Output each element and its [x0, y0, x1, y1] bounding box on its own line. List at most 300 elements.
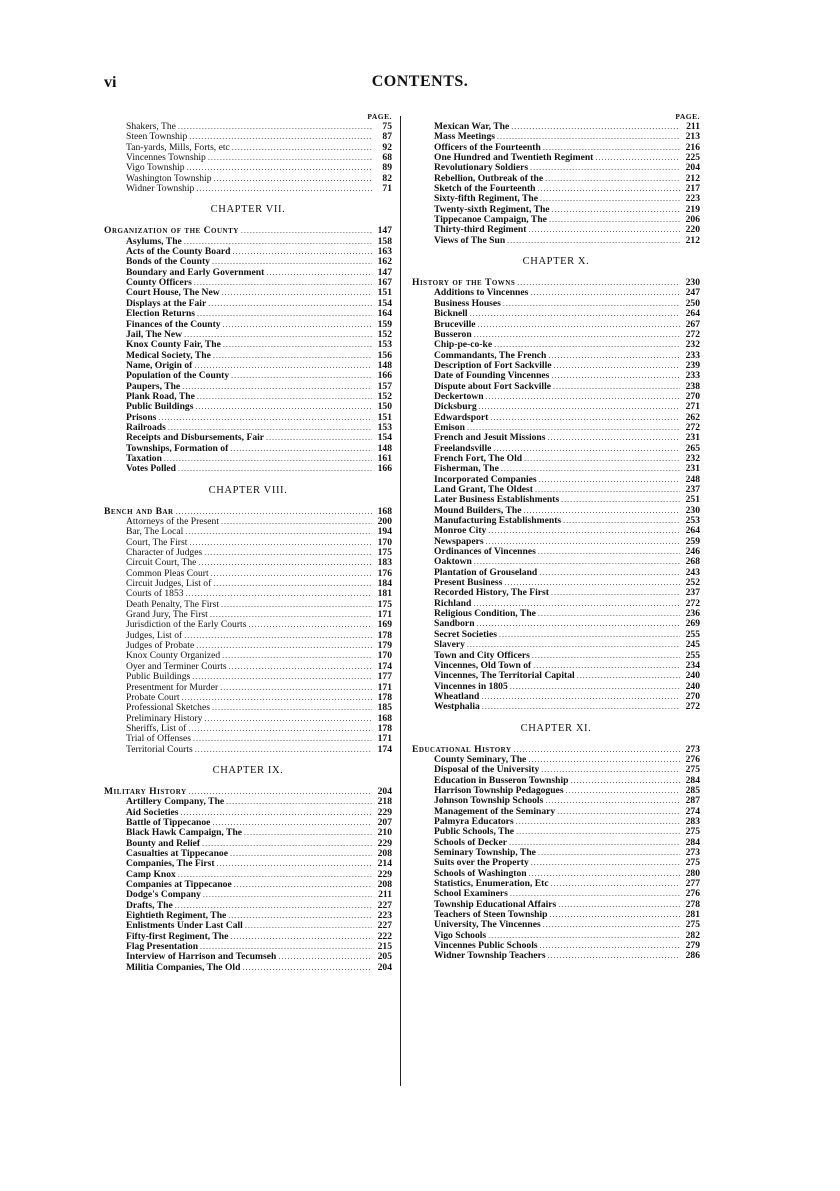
- entry-title: Asylums, The: [126, 235, 182, 247]
- dot-leader: [481, 692, 680, 702]
- entry-title: Edwardsport: [434, 411, 489, 423]
- entry-page-number: 248: [685, 473, 700, 485]
- entry-title: Views of The Sun: [434, 234, 506, 246]
- entry-page-number: 284: [685, 836, 700, 848]
- dot-leader: [551, 371, 680, 381]
- entry-page-number: 273: [685, 743, 700, 755]
- entry-page-number: 162: [377, 256, 392, 268]
- dot-leader: [204, 548, 372, 558]
- entry-title: Tippecanoe Campaign, The: [434, 214, 547, 226]
- dot-leader: [203, 890, 372, 900]
- entry-page-number: 175: [377, 547, 392, 559]
- entry-title: Widner Township Teachers: [434, 950, 546, 962]
- entry-title: Knox County Organized: [126, 650, 221, 662]
- entry-title: Educational History: [412, 743, 512, 755]
- entry-page-number: 154: [377, 432, 392, 444]
- dot-leader: [178, 122, 372, 132]
- entry-page-number: 262: [685, 411, 700, 423]
- entry-page-number: 174: [377, 743, 392, 755]
- chapter-x-entries: [412, 288, 700, 712]
- chapter-ix-entries: [104, 797, 392, 973]
- dot-leader: [188, 724, 372, 734]
- entry-page-number: 255: [685, 628, 700, 640]
- dot-leader: [528, 225, 680, 235]
- dot-leader: [223, 340, 372, 350]
- entry-page-number: 272: [685, 597, 700, 609]
- toc-entry: [412, 671, 700, 681]
- entry-page-number: 222: [377, 930, 392, 942]
- entry-page-number: 239: [685, 359, 700, 371]
- entry-page-number: 276: [685, 753, 700, 765]
- entry-page-number: 181: [377, 588, 392, 600]
- chapter-heading: CHAPTER XI.: [520, 722, 592, 734]
- dot-leader: [549, 215, 680, 225]
- entry-page-number: 220: [685, 224, 700, 236]
- entry-page-number: 267: [685, 318, 700, 330]
- entry-page-number: 246: [685, 546, 700, 558]
- entry-title: Casualties at Tippecanoe: [126, 847, 228, 859]
- dot-leader: [158, 413, 372, 423]
- entry-page-number: 255: [685, 649, 700, 661]
- entry-title: Richland: [434, 597, 472, 609]
- entry-title: Vigo Township: [126, 162, 185, 174]
- entry-page-number: 68: [382, 152, 392, 164]
- entry-title: Aid Societies: [126, 806, 179, 818]
- dot-leader: [467, 640, 680, 650]
- toc-entry: [104, 734, 392, 744]
- entry-title: Busseron: [434, 328, 472, 340]
- dot-leader: [548, 351, 680, 361]
- dot-leader: [195, 402, 372, 412]
- entry-title: Plantation of Grouseland: [434, 566, 538, 578]
- dot-leader: [220, 683, 372, 693]
- entry-page-number: 178: [377, 629, 392, 641]
- entry-page-number: 210: [377, 827, 392, 839]
- entry-title: Paupers, The: [126, 380, 181, 392]
- entry-title: Education in Busseron Township: [434, 774, 569, 786]
- entry-page-number: 287: [685, 795, 700, 807]
- dot-leader: [529, 869, 680, 879]
- dot-leader: [549, 910, 680, 920]
- dot-leader: [474, 330, 680, 340]
- entry-title: Townships, Formation of: [126, 442, 229, 454]
- entry-page-number: 250: [685, 297, 700, 309]
- entry-page-number: 161: [377, 452, 392, 464]
- dot-leader: [221, 517, 372, 527]
- entry-page-number: 240: [685, 670, 700, 682]
- right-column: [412, 112, 700, 962]
- page-column-label: PAGE.: [367, 112, 392, 121]
- entry-title: Dodge's Company: [126, 889, 201, 901]
- chapter-vii-entries: [104, 237, 392, 475]
- entry-page-number: 233: [685, 370, 700, 382]
- dot-leader: [531, 858, 680, 868]
- entry-title: Chip-pe-co-ke: [434, 339, 493, 351]
- dot-leader: [540, 194, 680, 204]
- entry-page-number: 251: [685, 494, 700, 506]
- entry-page-number: 229: [377, 837, 392, 849]
- entry-page-number: 230: [685, 277, 700, 289]
- dot-leader: [187, 163, 372, 173]
- dot-leader: [595, 153, 680, 163]
- entry-title: Wheatland: [434, 690, 480, 702]
- entry-title: Date of Founding Vincennes: [434, 370, 550, 382]
- chapter-heading: CHAPTER X.: [522, 256, 590, 268]
- entry-title: Schools of Washington: [434, 867, 527, 879]
- chapter-heading: CHAPTER VII.: [210, 204, 286, 216]
- entry-title: Mass Meetings: [434, 131, 496, 143]
- toc-entry: [104, 309, 392, 319]
- entry-page-number: 264: [685, 525, 700, 537]
- dot-leader: [543, 920, 680, 930]
- dot-leader: [189, 538, 372, 548]
- toc-entry: [104, 371, 392, 381]
- entry-title: Secret Societies: [434, 628, 497, 640]
- dot-leader: [538, 848, 680, 858]
- entry-title: Additions to Vincennes: [434, 287, 529, 299]
- entry-title: Business Houses: [434, 297, 501, 309]
- entry-page-number: 227: [377, 899, 392, 911]
- entry-title: Fifty-first Regiment, The: [126, 930, 229, 942]
- entry-title: Probate Court: [126, 691, 180, 703]
- entry-title: Sandborn: [434, 618, 475, 630]
- entry-title: Vincennes Public Schools: [434, 940, 538, 952]
- entry-title: Public Schools, The: [434, 826, 515, 838]
- dot-leader: [245, 921, 372, 931]
- entry-page-number: 231: [685, 432, 700, 444]
- entry-page-number: 178: [377, 691, 392, 703]
- entry-title: Acts of the County Board: [126, 246, 231, 258]
- entry-page-number: 82: [382, 172, 392, 184]
- entry-page-number: 214: [377, 858, 392, 870]
- dot-leader: [196, 184, 372, 194]
- entry-page-number: 282: [685, 929, 700, 941]
- dot-leader: [221, 600, 372, 610]
- dot-leader: [195, 745, 372, 755]
- entry-page-number: 268: [685, 556, 700, 568]
- entry-title: Vincennes Township: [126, 152, 206, 164]
- dot-leader: [552, 205, 680, 215]
- entry-title: Election Returns: [126, 308, 196, 320]
- entry-title: Enlistments Under Last Call: [126, 920, 243, 932]
- entry-title: Taxation: [126, 452, 162, 464]
- entry-page-number: 154: [377, 297, 392, 309]
- entry-page-number: 152: [377, 328, 392, 340]
- entry-title: Dispute about Fort Sackville: [434, 380, 551, 392]
- entry-page-number: 206: [685, 214, 700, 226]
- entry-title: Ordinances of Vincennes: [434, 546, 536, 558]
- entry-page-number: 148: [377, 442, 392, 454]
- entry-title: Name, Origin of: [126, 359, 193, 371]
- entry-page-number: 157: [377, 380, 392, 392]
- entry-title: Battle of Tippecanoe: [126, 816, 211, 828]
- entry-title: Presentment for Murder: [126, 681, 219, 693]
- entry-title: Dicksburg: [434, 401, 477, 413]
- dot-leader: [553, 382, 680, 392]
- entry-title: Sheriffs, List of: [126, 722, 187, 734]
- entry-title: Character of Judges: [126, 547, 203, 559]
- dot-leader: [561, 495, 680, 505]
- entry-page-number: 238: [685, 380, 700, 392]
- entry-page-number: 211: [686, 121, 700, 132]
- dot-leader: [486, 392, 680, 402]
- chapter-viii-entries: [104, 517, 392, 755]
- dot-leader: [230, 932, 372, 942]
- entry-title: Military History: [104, 785, 187, 797]
- entry-page-number: 167: [377, 277, 392, 289]
- entry-page-number: 269: [685, 618, 700, 630]
- toc-entry: [412, 236, 700, 246]
- entry-page-number: 170: [377, 650, 392, 662]
- entry-title: Territorial Courts: [126, 743, 193, 755]
- entry-title: Organization of the County: [104, 225, 239, 237]
- entry-page-number: 171: [377, 733, 392, 745]
- entry-page-number: 152: [377, 390, 392, 402]
- entry-title: Sixty-fifth Regiment, The: [434, 193, 539, 205]
- entry-title: County Officers: [126, 277, 192, 289]
- dot-leader: [577, 671, 680, 681]
- entry-title: Public Buildings: [126, 671, 191, 683]
- entry-page-number: 273: [685, 847, 700, 858]
- dot-leader: [538, 184, 680, 194]
- entry-title: Plank Road, The: [126, 390, 195, 402]
- entry-title: Jurisdiction of the Early Courts: [126, 619, 247, 631]
- entry-page-number: 243: [685, 566, 700, 578]
- entry-page-number: 75: [382, 121, 392, 132]
- dot-leader: [557, 807, 680, 817]
- dot-leader: [539, 475, 680, 485]
- entry-page-number: 204: [377, 961, 392, 973]
- entry-page-number: 205: [377, 951, 392, 963]
- entry-title: Religious Condition, The: [434, 608, 536, 620]
- entry-title: Artillery Company, The: [126, 796, 225, 808]
- entry-page-number: 218: [377, 796, 392, 808]
- entry-title: Trial of Offenses: [126, 733, 192, 745]
- dot-leader: [213, 351, 372, 361]
- entry-title: Mexican War, The: [434, 121, 510, 132]
- dot-leader: [482, 702, 680, 712]
- entry-title: Mound Builders, The: [434, 504, 522, 516]
- dot-leader: [178, 464, 372, 474]
- entry-title: Medical Society, The: [126, 349, 211, 361]
- dot-leader: [540, 941, 680, 951]
- dot-leader: [212, 703, 372, 713]
- entry-title: Judges, List of: [126, 629, 183, 641]
- entry-title: Bicknell: [434, 308, 468, 320]
- entry-page-number: 276: [685, 888, 700, 900]
- dot-leader: [548, 951, 680, 961]
- entry-page-number: 176: [377, 567, 392, 579]
- entry-title: Johnson Township Schools: [434, 795, 544, 807]
- entry-page-number: 208: [377, 879, 392, 890]
- dot-leader: [192, 672, 372, 682]
- toc-entry: [104, 672, 392, 682]
- entry-title: Seminary Township, The: [434, 847, 536, 858]
- dot-leader: [204, 714, 372, 724]
- entry-page-number: 168: [377, 505, 392, 517]
- dot-leader: [545, 796, 680, 806]
- entry-page-number: 147: [377, 225, 392, 237]
- entry-page-number: 274: [685, 805, 700, 817]
- entry-page-number: 275: [685, 764, 700, 776]
- entry-page-number: 232: [685, 452, 700, 464]
- entry-page-number: 232: [685, 339, 700, 351]
- entry-title: Land Grant, The Oldest: [434, 484, 533, 495]
- entry-page-number: 275: [685, 857, 700, 869]
- entry-title: Present Business: [434, 577, 503, 589]
- entry-title: Description of Fort Sackville: [434, 359, 552, 371]
- dot-leader: [228, 911, 372, 921]
- entry-page-number: 178: [377, 722, 392, 734]
- dot-leader: [494, 340, 680, 350]
- dot-leader: [551, 588, 680, 598]
- entry-page-number: 204: [377, 785, 392, 797]
- entry-title: Death Penalty, The First: [126, 598, 219, 610]
- entry-title: Court House, The New: [126, 287, 220, 299]
- entry-page-number: 153: [377, 421, 392, 433]
- entry-title: Finances of the County: [126, 318, 221, 330]
- entry-title: Later Business Establishments: [434, 494, 560, 506]
- entry-page-number: 286: [685, 950, 700, 962]
- entry-page-number: 231: [685, 463, 700, 475]
- entry-title: Companies, The First: [126, 858, 215, 870]
- entry-page-number: 284: [685, 774, 700, 786]
- entry-page-number: 271: [685, 401, 700, 413]
- entry-title: Washington Township: [126, 172, 212, 184]
- dot-leader: [566, 786, 680, 796]
- page-title: CONTENTS.: [371, 73, 469, 90]
- dot-leader: [193, 734, 372, 744]
- entry-page-number: 281: [685, 909, 700, 921]
- left-intro-list: [104, 122, 392, 194]
- dot-leader: [182, 693, 372, 703]
- entry-title: Public Buildings: [126, 401, 194, 413]
- dot-leader: [548, 433, 681, 443]
- entry-page-number: 272: [685, 701, 700, 713]
- entry-title: Railroads: [126, 421, 166, 433]
- dot-leader: [230, 849, 372, 859]
- toc-entry: [104, 963, 392, 973]
- entry-page-number: 229: [377, 806, 392, 818]
- entry-title: French Fort, The Old: [434, 452, 523, 464]
- dot-leader: [563, 516, 680, 526]
- dot-leader: [182, 382, 372, 392]
- dot-leader: [198, 558, 372, 568]
- entry-page-number: 169: [377, 619, 392, 631]
- entry-page-number: 275: [685, 826, 700, 838]
- entry-title: Schools of Decker: [434, 836, 508, 848]
- entry-page-number: 171: [377, 609, 392, 621]
- dot-leader: [507, 236, 680, 246]
- dot-leader: [470, 309, 680, 319]
- dot-leader: [214, 174, 372, 184]
- dot-leader: [244, 828, 372, 838]
- entry-page-number: 275: [685, 919, 700, 931]
- page-column-label: PAGE.: [675, 112, 700, 121]
- entry-page-number: 207: [377, 816, 392, 828]
- entry-title: Deckertown: [434, 390, 484, 402]
- dot-leader: [194, 278, 372, 288]
- entry-page-number: 171: [377, 681, 392, 693]
- entry-title: Receipts and Disbursements, Fair: [126, 432, 265, 444]
- entry-page-number: 223: [685, 193, 700, 205]
- dot-leader: [197, 392, 372, 402]
- entry-page-number: 183: [377, 557, 392, 569]
- entry-title: Bar, The Local: [126, 526, 184, 538]
- entry-page-number: 150: [377, 401, 392, 413]
- entry-page-number: 280: [685, 867, 700, 879]
- dot-leader: [230, 444, 372, 454]
- dot-leader: [278, 952, 372, 962]
- dot-leader: [229, 662, 372, 672]
- entry-page-number: 215: [377, 941, 392, 953]
- entry-title: Manufacturing Establishments: [434, 515, 562, 527]
- toc-entry: [412, 371, 700, 381]
- entry-page-number: 237: [685, 587, 700, 599]
- entry-page-number: 166: [377, 370, 392, 382]
- entry-title: Freelandsville: [434, 442, 492, 454]
- dot-leader: [231, 371, 372, 381]
- entry-title: Fisherman, The: [434, 463, 499, 475]
- entry-title: One Hundred and Twentieth Regiment: [434, 152, 594, 164]
- toc-entry: [412, 951, 700, 961]
- entry-page-number: 166: [377, 463, 392, 475]
- entry-title: Interview of Harrison and Tecumseh: [126, 951, 277, 963]
- dot-leader: [538, 547, 680, 557]
- entry-title: Camp Knox: [126, 868, 176, 880]
- entry-page-number: 278: [685, 898, 700, 910]
- entry-title: Boundary and Early Government: [126, 266, 265, 278]
- entry-title: Thirty-third Regiment: [434, 224, 527, 236]
- entry-page-number: 272: [685, 328, 700, 340]
- entry-page-number: 194: [377, 526, 392, 538]
- right-intro-list: [412, 122, 700, 246]
- entry-page-number: 234: [685, 659, 700, 671]
- left-column: [104, 112, 392, 973]
- dot-leader: [511, 122, 680, 132]
- entry-page-number: 277: [685, 878, 700, 890]
- dot-leader: [266, 268, 372, 278]
- entry-page-number: 153: [377, 339, 392, 351]
- entry-title: University, The Vincennes: [434, 919, 541, 931]
- toc-entry: [104, 464, 392, 474]
- entry-page-number: 204: [685, 162, 700, 174]
- entry-title: Displays at the Fair: [126, 297, 207, 309]
- dot-leader: [223, 320, 372, 330]
- entry-page-number: 164: [377, 308, 392, 320]
- entry-page-number: 175: [377, 598, 392, 610]
- entry-page-number: 170: [377, 536, 392, 548]
- entry-page-number: 158: [377, 235, 392, 247]
- dot-leader: [217, 859, 372, 869]
- entry-page-number: 211: [378, 889, 392, 901]
- dot-leader: [570, 776, 680, 786]
- entry-title: Steen Township: [126, 131, 188, 143]
- dot-leader: [545, 174, 680, 184]
- dot-leader: [208, 299, 372, 309]
- dot-leader: [490, 413, 680, 423]
- entry-page-number: 265: [685, 442, 700, 454]
- dot-leader: [232, 143, 372, 153]
- entry-title: Tan-yards, Mills, Forts, etc: [126, 141, 230, 153]
- entry-title: Newspapers: [434, 535, 484, 547]
- entry-page-number: 151: [377, 287, 392, 299]
- entry-title: French and Jesuit Missions: [434, 432, 546, 444]
- entry-title: Monroe City: [434, 525, 487, 537]
- entry-page-number: 270: [685, 690, 700, 702]
- entry-title: School Examiners: [434, 888, 508, 900]
- dot-leader: [477, 619, 680, 629]
